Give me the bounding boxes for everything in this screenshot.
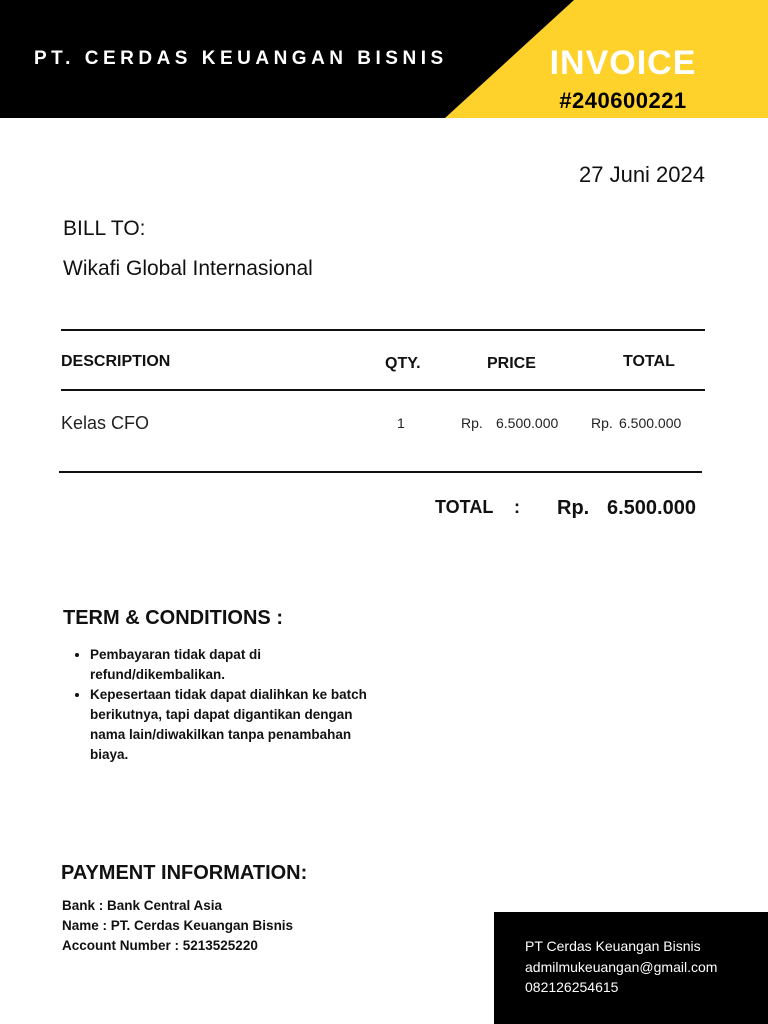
column-header-price: PRICE xyxy=(487,355,536,372)
grand-total-separator: : xyxy=(514,497,520,517)
contact-company: PT Cerdas Keuangan Bisnis xyxy=(525,938,701,954)
table-top-rule xyxy=(61,329,705,331)
terms-item: • Pembayaran tidak dapat di refund/dikembalikan. xyxy=(90,645,370,685)
terms-item: • Kepesertaan tidak dapat dialihkan ke batch berikutnya, tapi dapat digantikan dengan nama lain/diwakilkan tanpa penambahan biaya. xyxy=(90,685,370,765)
contact-phone[interactable]: 082126254615 xyxy=(525,979,619,995)
invoice-title: INVOICE xyxy=(549,44,697,82)
grand-total-amount: 6.500.000 xyxy=(607,497,696,519)
row-price-currency: Rp. xyxy=(461,415,483,431)
terms-list xyxy=(70,645,370,765)
terms-title: TERM & CONDITIONS : xyxy=(63,607,283,629)
invoice-header xyxy=(0,0,768,118)
invoice-number: #240600221 xyxy=(559,88,687,113)
bill-to-label: BILL TO: xyxy=(63,217,146,240)
payment-account: Account Number : 5213525220 xyxy=(62,938,258,953)
payment-title: PAYMENT INFORMATION: xyxy=(61,862,308,884)
column-header-description: DESCRIPTION xyxy=(61,353,171,370)
row-description: Kelas CFO xyxy=(61,413,150,433)
column-header-qty: QTY. xyxy=(385,355,421,372)
payment-name: Name : PT. Cerdas Keuangan Bisnis xyxy=(62,918,294,933)
row-price: 6.500.000 xyxy=(496,415,559,431)
contact-box xyxy=(494,912,768,1024)
grand-total-label: TOTAL xyxy=(435,497,494,517)
contact-email[interactable]: admilmukeuangan@gmail.com xyxy=(525,959,718,975)
bill-to-name: Wikafi Global Internasional xyxy=(63,257,313,280)
company-name: PT. CERDAS KEUANGAN BISNIS xyxy=(34,48,448,69)
payment-bank: Bank : Bank Central Asia xyxy=(62,898,223,913)
row-total-currency: Rp. xyxy=(591,415,613,431)
table-bottom-rule xyxy=(59,471,702,473)
row-qty: 1 xyxy=(397,415,405,431)
invoice-date: 27 Juni 2024 xyxy=(579,162,705,187)
grand-total-currency: Rp. xyxy=(557,497,590,519)
column-header-total: TOTAL xyxy=(623,353,675,370)
row-total: 6.500.000 xyxy=(619,415,682,431)
table-header-rule xyxy=(61,389,705,391)
